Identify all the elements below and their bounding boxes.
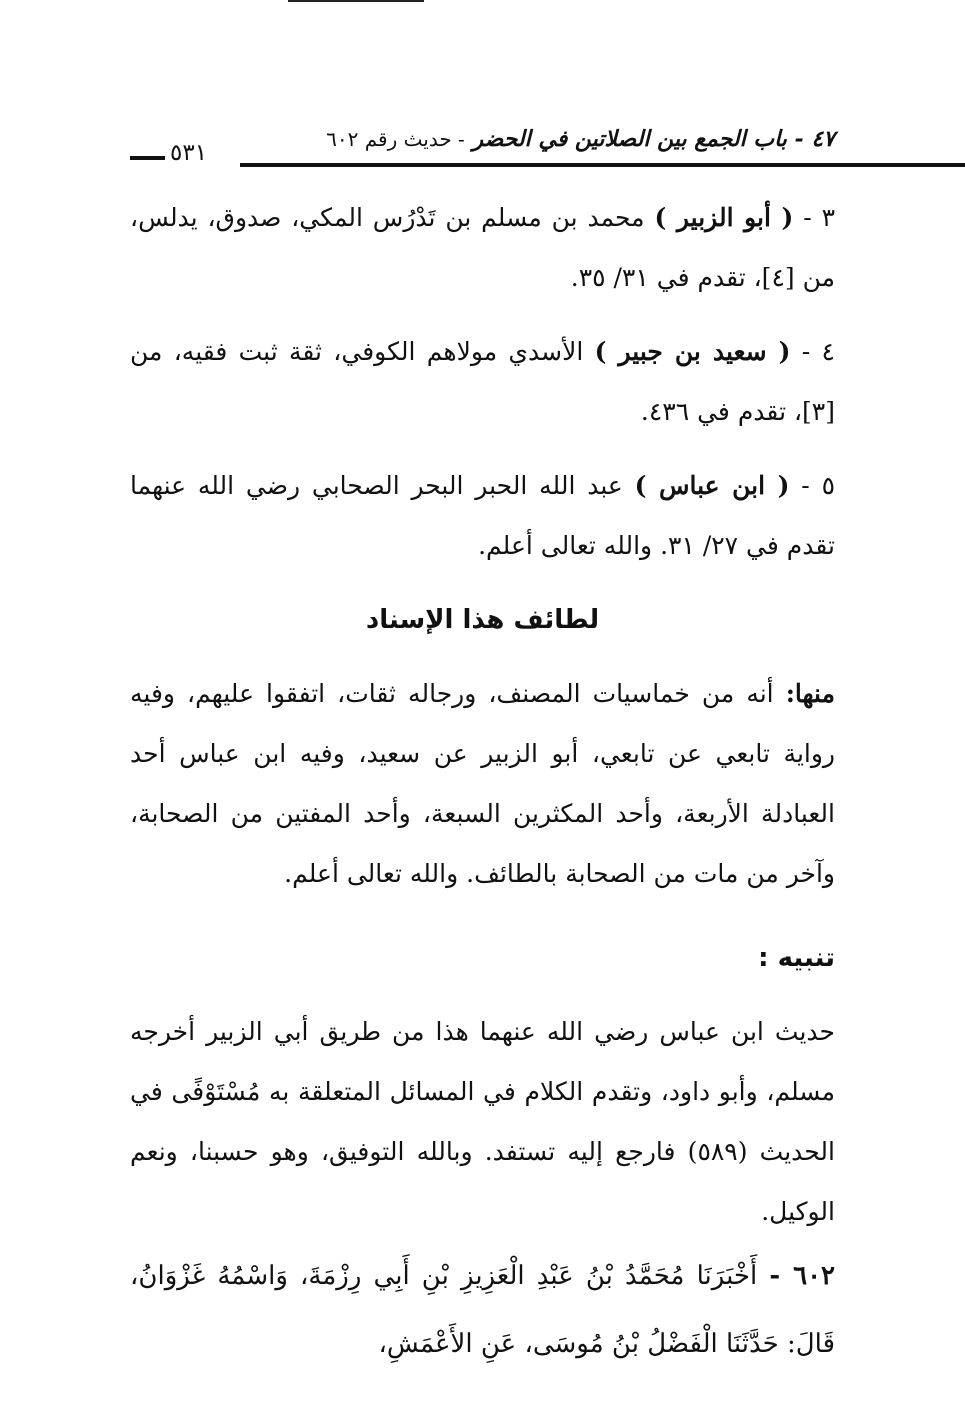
header-rule: [240, 163, 965, 167]
hadith-ref: - حديث رقم ٦٠٢: [326, 127, 465, 151]
top-rule: [288, 0, 424, 2]
page-header: [130, 120, 835, 166]
narrator-name: ( ابن عباس ): [634, 471, 790, 500]
notice-heading: تنبيه :: [758, 943, 835, 973]
narrator-item: ٥ - ( ابن عباس ) عبد الله الحبر البحر الصحابي رضي الله عنهما تقدم في ٢٧/ ٣١. والله تعالى أعلم.: [130, 471, 835, 560]
narrator-name: ( أبو الزبير ): [654, 203, 794, 232]
page-body: [130, 188, 835, 1378]
notice-paragraph: حديث ابن عباس رضي الله عنهما هذا من طريق أبي الزبير أخرجه مسلم، وأبو داود، وتقدم الكلام في المسائل المتعلقة به مُسْتَوْفًى في الحديث (٥٨٩) فارجع إليه تستفد. وبالله التوفيق، وهو حسبنا، ونعم الوكيل.: [130, 1017, 835, 1226]
chapter-title: ٤٧ - باب الجمع بين الصلاتين في الحضر: [472, 126, 835, 152]
narrator-name: ( سعيد بن جبير ): [594, 337, 791, 366]
section-heading-lataif: لطائف هذا الإسناد: [365, 605, 600, 635]
page-number: ٥٣١: [170, 140, 208, 166]
page-number-dash: [130, 156, 165, 160]
narrator-item: ٤ - ( سعيد بن جبير ) الأسدي مولاهم الكوفي، ثقة ثبت فقيه، من [٣]، تقدم في ٤٣٦.: [130, 337, 835, 426]
running-title: [326, 126, 835, 152]
lataif-paragraph: منها: أنه من خماسيات المصنف، ورجاله ثقات، اتفقوا عليهم، وفيه رواية تابعي عن تابعي، أبو الزبير عن سعيد، وفيه ابن عباس أحد العبادلة الأربعة، وأحد المكثرين السبعة، وأحد المفتين من الصحابة، وآخر من مات من الصحابة بالطائف. والله تعالى أعلم.: [130, 679, 835, 888]
hadith-text: ٦٠٢ - أَخْبَرَنَا مُحَمَّدُ بْنُ عَبْدِ الْعَزِيزِ بْنِ أَبِي رِزْمَةَ، وَاسْمُهُ غَزْوَانُ، قَالَ: حَدَّثَنَا الْفَضْلُ بْنُ مُوسَى، عَنِ الأَعْمَشِ،: [130, 1261, 836, 1359]
lataif-lead: منها:: [785, 679, 835, 708]
hadith-number: ٦٠٢ -: [769, 1261, 836, 1291]
narrator-item: ٣ - ( أبو الزبير ) محمد بن مسلم بن تَدْرُس المكي، صدوق، يدلس، من [٤]، تقدم في ٣١/ ٣٥.: [130, 203, 835, 292]
